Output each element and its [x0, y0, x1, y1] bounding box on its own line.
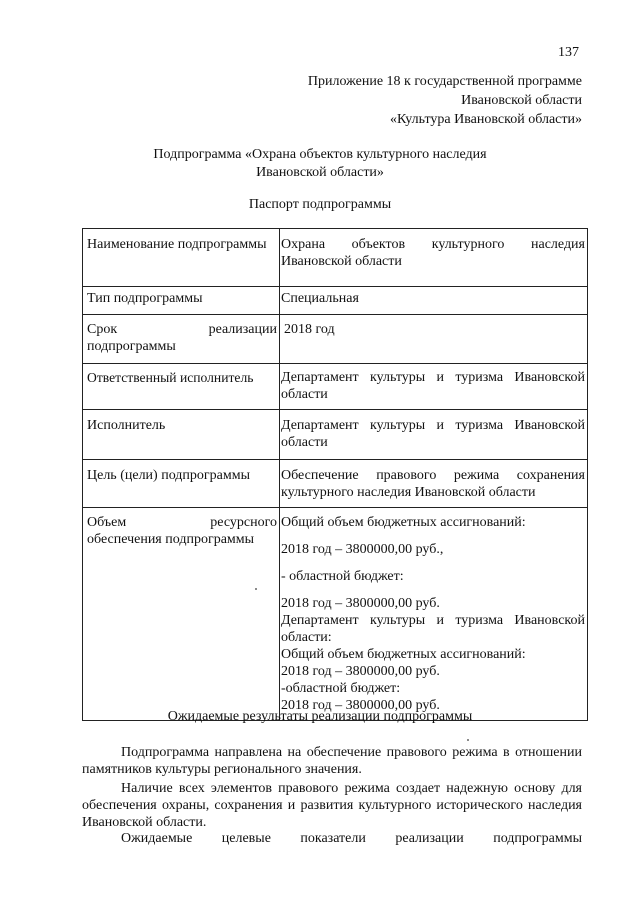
- responsible-label: Ответственный исполнитель: [87, 370, 254, 385]
- scan-speck: [255, 588, 257, 590]
- expected-results-heading: Ожидаемые результаты реализации подпрограммы: [167, 709, 473, 724]
- paragraph: Наличие всех элементов правового режима создает надежную основу для обеспечения охраны, сохранения и развития культурного исторического наследия Ивановской области.: [82, 781, 582, 830]
- executor-value-cell: [280, 410, 588, 460]
- volume-line: -областной бюджет:: [281, 681, 401, 696]
- term-value: 2018 год: [284, 322, 335, 337]
- volume-value-cell: [280, 508, 588, 721]
- volume-label-line: обеспечения подпрограммы: [87, 532, 255, 547]
- executor-label: Исполнитель: [87, 418, 166, 433]
- volume-line: Общий объем бюджетных ассигнований:: [281, 515, 526, 530]
- subprogram-title: [0, 146, 640, 182]
- executor-value-line: области: [281, 435, 328, 450]
- appendix-line: Приложение 18 к государственной программе: [307, 74, 582, 89]
- type-value-cell: [280, 287, 588, 315]
- name-value-line: Охрана объектов культурного наследия: [281, 237, 585, 252]
- page-number: 137: [558, 45, 579, 60]
- name-label-cell: [83, 229, 280, 287]
- volume-line: области:: [281, 630, 332, 645]
- table-row: [83, 315, 588, 364]
- executor-value-line: Департамент культуры и туризма Ивановской: [281, 418, 585, 433]
- table-row: [83, 364, 588, 410]
- type-value: Специальная: [281, 291, 359, 306]
- term-label-line: подпрограммы: [87, 339, 176, 354]
- name-label: Наименование подпрограммы: [87, 237, 267, 252]
- executor-label-cell: [83, 410, 280, 460]
- subprogram-title-line: Подпрограмма «Охрана объектов культурного наследия: [153, 147, 487, 162]
- volume-line: 2018 год – 3800000,00 руб.: [281, 664, 440, 679]
- goal-label-cell: [83, 460, 280, 508]
- responsible-value-line: Департамент культуры и туризма Ивановской: [281, 370, 585, 385]
- type-label: Тип подпрограммы: [87, 291, 203, 306]
- responsible-value-cell: [280, 364, 588, 410]
- volume-line: 2018 год – 3800000,00 руб.: [281, 596, 440, 611]
- term-label-line: Срок реализации: [87, 322, 277, 337]
- name-value-line: Ивановской области: [281, 254, 402, 269]
- goal-label: Цель (цели) подпрограммы: [87, 468, 250, 483]
- goal-value-cell: [280, 460, 588, 508]
- volume-line: 2018 год – 3800000,00 руб.,: [281, 542, 444, 557]
- goal-value-line: культурного наследия Ивановской области: [281, 485, 536, 500]
- type-label-cell: [83, 287, 280, 315]
- table-row: [83, 460, 588, 508]
- paragraph: Ожидаемые целевые показатели реализации подпрограммы: [121, 831, 582, 846]
- appendix-header: [308, 72, 582, 129]
- goal-value-line: Обеспечение правового режима сохранения: [281, 468, 585, 483]
- volume-line: - областной бюджет:: [281, 569, 404, 584]
- table-row: [83, 508, 588, 721]
- appendix-line: Ивановской области: [461, 93, 582, 108]
- paragraph: Подпрограмма направлена на обеспечение правового режима в отношении памятников культуры регионального значения.: [82, 745, 582, 777]
- volume-label-line: Объем ресурсного: [87, 515, 277, 530]
- table-row: [83, 229, 588, 287]
- passport-heading: Паспорт подпрограммы: [248, 197, 392, 212]
- responsible-label-cell: [83, 364, 280, 410]
- subprogram-title-line: Ивановской области»: [256, 165, 384, 180]
- appendix-line: «Культура Ивановской области»: [389, 112, 582, 127]
- term-value-cell: [280, 315, 588, 364]
- volume-line: Общий объем бюджетных ассигнований:: [281, 647, 526, 662]
- responsible-value-line: области: [281, 387, 328, 402]
- term-label-cell: [83, 315, 280, 364]
- name-value-cell: [280, 229, 588, 287]
- volume-label-cell: [83, 508, 280, 721]
- volume-line: 2018 год – 3800000,00 руб.: [281, 698, 440, 713]
- table-row: [83, 410, 588, 460]
- volume-line: Департамент культуры и туризма Ивановской: [281, 613, 585, 628]
- scan-speck: [467, 739, 469, 741]
- passport-table: [82, 228, 588, 721]
- table-row: [83, 287, 588, 315]
